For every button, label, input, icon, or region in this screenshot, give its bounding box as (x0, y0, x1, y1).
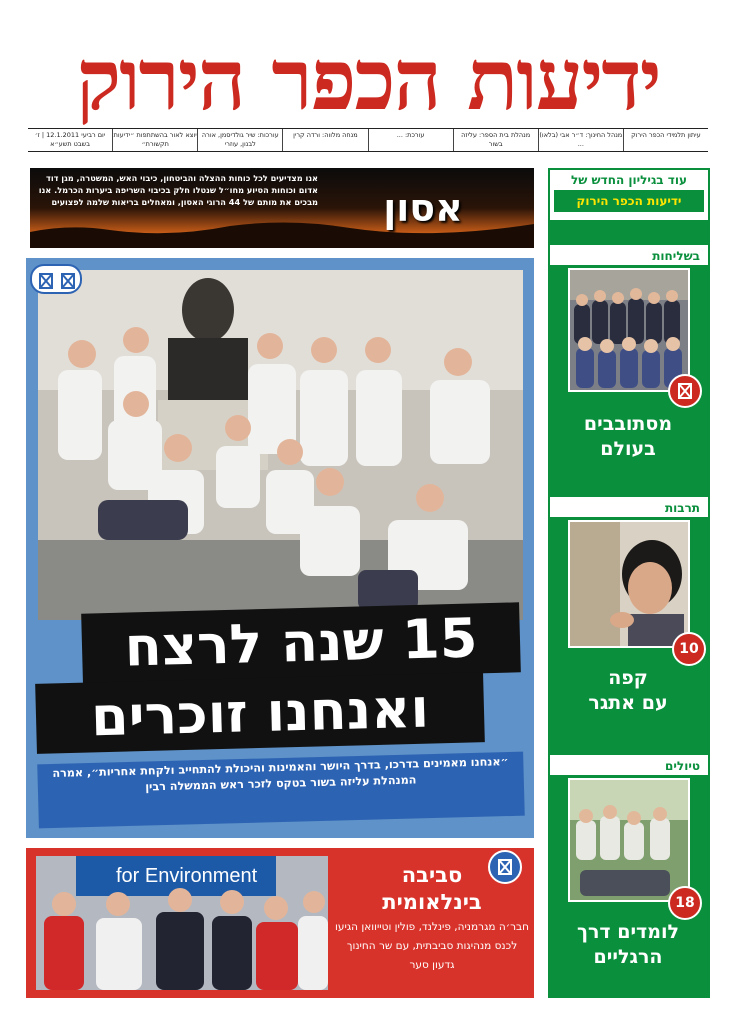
info-cell: מנחה מלווה: ורדה קרין (282, 129, 367, 151)
carmel-banner-title[interactable]: אסון (383, 186, 463, 230)
memorial-group-photo-image (38, 270, 523, 620)
page-badge-mission (668, 374, 702, 408)
info-bar (28, 128, 708, 152)
caption-line: הרגליים (593, 946, 663, 968)
bottom-title-line: סביבה (401, 863, 463, 887)
section-photo-mission[interactable] (568, 268, 690, 392)
info-cell: עיתון תלמידי הכפר הירוק (623, 129, 708, 151)
caption-line: לומדים דרך (577, 921, 679, 943)
section-tab-trips[interactable]: טיולים (549, 754, 709, 776)
info-cell: עורכות: שיר גולדיסמן, אורה לבנון, עוזרי (197, 129, 282, 151)
masthead-title: ידיעות הכפר הירוק (76, 30, 660, 129)
main-headline-line1[interactable]: 15 שנה לרצח (81, 602, 521, 683)
caption-line: עם אתגר (588, 692, 668, 714)
bottom-story-text: חבר׳ה מגרמניה, פינלנד, פולין וטייוואן הגיעו לכנס מנהיגות סביבתית, עם שר החינוך גדעון סער (335, 921, 529, 971)
portrait-photo-image (570, 522, 690, 648)
main-story-photo[interactable] (38, 270, 523, 620)
section-tab-culture[interactable]: תרבות (549, 496, 709, 518)
page-badge-culture: 10 (672, 632, 706, 666)
caption-line: קפה (608, 667, 648, 689)
page-badge-trips: 18 (668, 886, 702, 920)
bottom-story-photo[interactable] (36, 856, 328, 990)
info-cell: יום רביעי 12.1.2011 | ז׳ בשבט תשע״א (34, 131, 106, 148)
group-photo-image (570, 270, 690, 392)
photo-sign-text: for Environment (116, 865, 258, 887)
section-caption-culture[interactable] (553, 666, 703, 716)
pin-icon (490, 852, 520, 882)
school-logo-icon (30, 264, 82, 294)
main-headline-line2[interactable]: ואנחנו זוכרים (35, 672, 485, 754)
section-photo-trips[interactable] (568, 778, 690, 902)
sidebar-header (550, 170, 708, 220)
page-badge-environment (488, 850, 522, 884)
bottom-title-line: בינלאומית (382, 890, 482, 914)
pin-icon (670, 376, 700, 406)
section-caption-mission[interactable] (553, 412, 703, 462)
info-cell: יוצא לאור בהשתתפות ״ידיעות תקשורת״ (112, 129, 197, 151)
sidebar-header-line2: ידיעות הכפר הירוק (554, 190, 704, 212)
section-photo-culture[interactable] (568, 520, 690, 648)
main-story-quote: ״אנחנו מאמינים בדרכו, בדרך היושר והאמינות והיכולת להתחייב ולקחת אחריות״, אמרה המנהלת עליזה בשור בטקס לזכר ראש הממשלה רבין (37, 752, 525, 829)
delegates-photo-image (36, 856, 328, 990)
sidebar-header-line1: עוד בגיליון החדש של (571, 173, 687, 187)
hikers-photo-image (570, 780, 690, 902)
section-tab-mission[interactable]: בשליחות (549, 244, 709, 266)
info-cell: עורכת: ... (368, 129, 453, 151)
caption-line: מסתובבים (583, 413, 673, 435)
info-cell: מנהל החינוך: ד״ר אבי (בלאו) ... (538, 129, 623, 151)
carmel-banner-text: אנו מצדיעים לכל כוחות ההצלה והביטחון, כיבוי האש, המשטרה, מגן דוד אדום וכוחות הסיוע מחו״ל שנטלו חלק בכיבוי השריפה ביערות הכרמל. אנו מבכים את מותם של 44 הרוגי האסון, ומאחלים בריאות שלמה לפצועים (38, 173, 318, 207)
info-cell: מנהלת בית הספר: עליזה בשור (453, 129, 538, 151)
section-caption-trips[interactable] (553, 920, 703, 970)
caption-line: בעולם (600, 438, 656, 460)
